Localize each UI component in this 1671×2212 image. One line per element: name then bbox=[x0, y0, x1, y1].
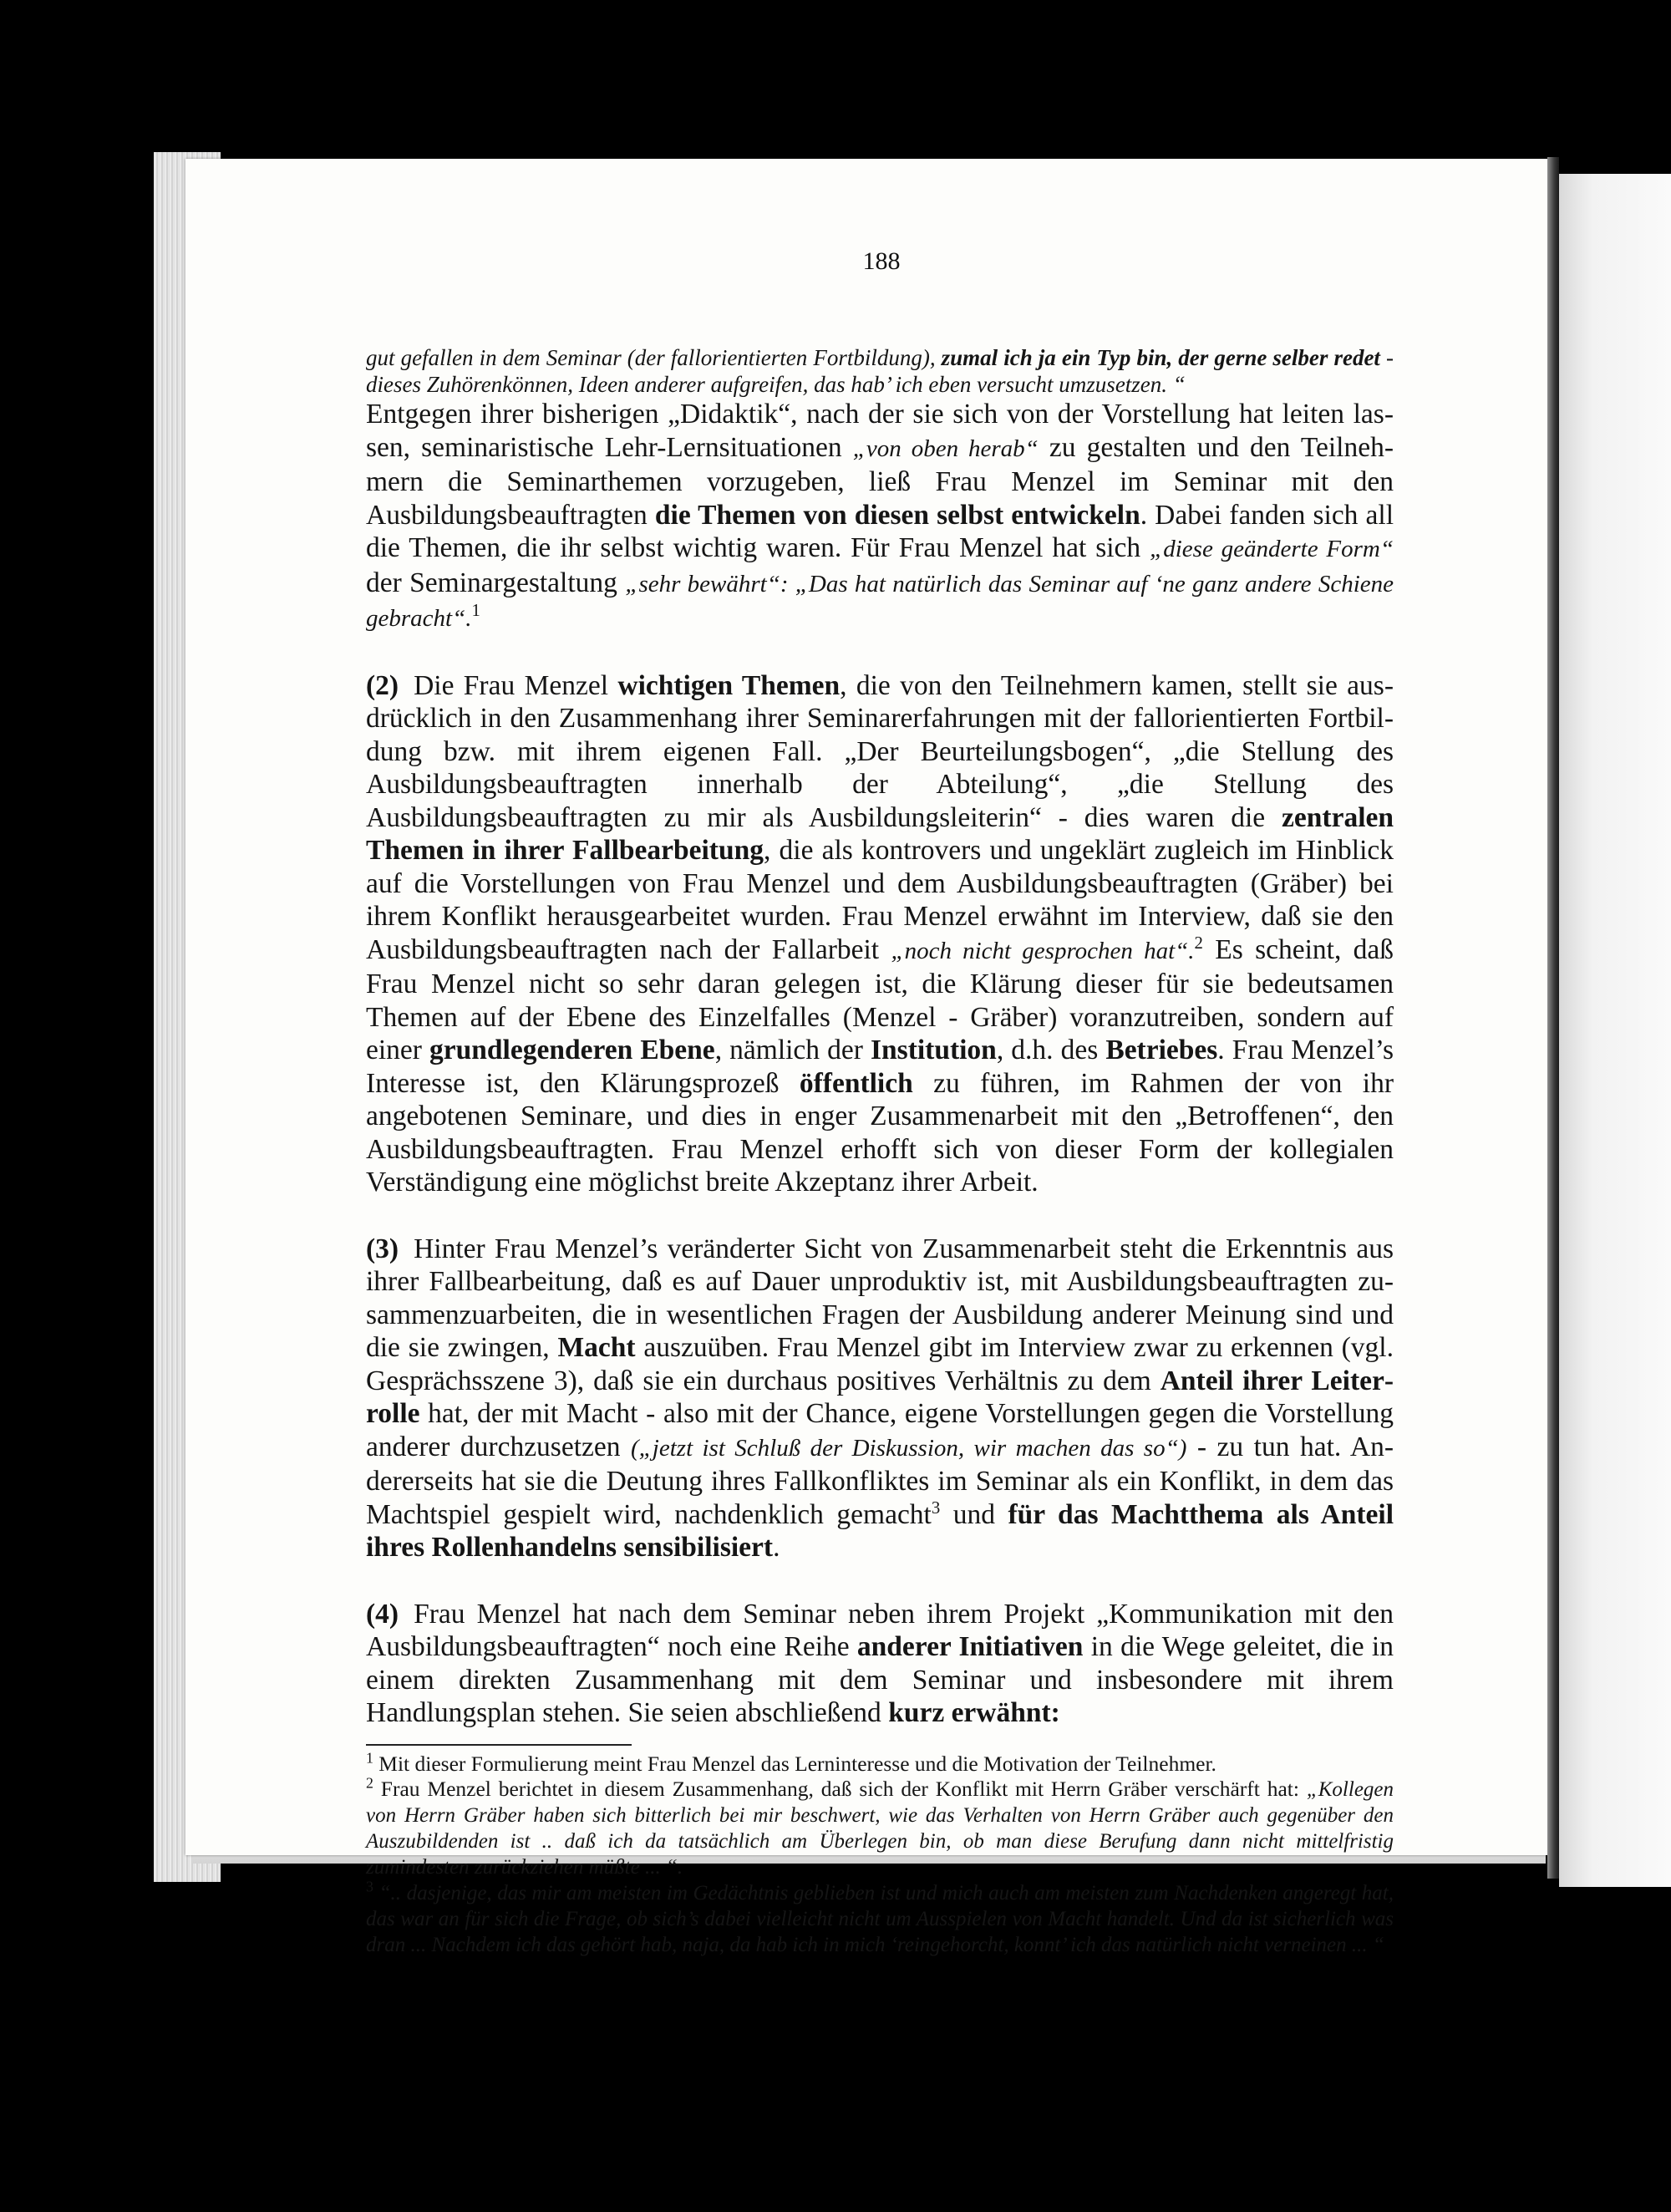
footnotes bbox=[366, 1749, 1394, 1958]
page-number: 188 bbox=[862, 247, 901, 275]
quote-continuation: gut gefallen in dem Seminar (der fallorientierten Fortbildung), zumal ich ja ein Typ bin, der gerne selber redet - dieses Zuhörenkönnen, Ideen anderer aufgreifen, das hab’ ich eben versucht umzusetzen. “ bbox=[366, 345, 1394, 397]
footnote-ref-3[interactable]: 3 bbox=[931, 1498, 941, 1518]
footnote-2: $^2$ Frau Menzel berichtet in diesem Zusammenhang, daß sich der Konflikt mit Herrn Gräber verschärft hat: „Kollegen von Herrn Gräber haben sich bitterlich bei mir beschwert, wie das Verhalten von Herrn Gräber auch gegenüber den Auszubildenden ist .. daß ich da tatsächlich am Überlegen bin, ob man diese Berufung dann nicht mittelfristig zumindesten zurückziehen müßte ... “. bbox=[366, 1774, 1394, 1879]
paragraph-number: (4) bbox=[366, 1598, 399, 1630]
footnote-separator bbox=[366, 1744, 632, 1746]
footnote-ref-2[interactable]: 2 bbox=[1194, 933, 1203, 953]
footnote-3: $^3$ “.. dasjenige, das mir am meisten im Gedächtnis geblieben ist und mich auch am meisten zum Nachdenken angeregt hat, das war an für sich die Frage, ob sich’s dabei vielleicht nicht um Ausspielen von Macht handelt. Und da ist sicherlich was dran ... Nachdem ich das gehört hab, naja, da hab ich in mich ‘reingehorcht, konnt’ ich das natürlich nicht verneinen ... “ bbox=[366, 1878, 1394, 1956]
paragraph-4: (4) Frau Menzel hat nach dem Seminar neben ihrem Projekt „Kommunikation mit den Ausbildungsbeauftragten“ noch eine Reihe anderer Initiativen in die Wege geleitet, die in einem direkten Zusammenhang mit dem Seminar und insbesondere mit ihrem Handlungsplan stehen. Sie seien abschließend kurz erwähnt: bbox=[366, 1598, 1394, 1728]
facing-page-edge bbox=[1559, 174, 1671, 1887]
paragraph-1: Entgegen ihrer bisherigen „Didaktik“, nach der sie sich von der Vorstellung hat leiten lassen, seminaristische Lehr-Lernsituationen „von oben herab“ zu gestalten und den Teilnehmern die Seminarthemen vorzugeben, ließ Frau Menzel im Seminar mit den Ausbildungsbeauftragten die Themen von diesen selbst entwickeln. Dabei fanden sich all die Themen, die ihr selbst wichtig waren. Für Frau Menzel hat sich „diese geänderte Form“ der Seminargestaltung „sehr bewährt“: „Das hat natürlich das Seminar auf ‘ne ganz andere Schiene gebracht“.$^1$ bbox=[366, 399, 1394, 632]
body-text bbox=[366, 344, 1394, 1730]
paragraph-2: (2) Die Frau Menzel wichtigen Themen, die von den Teilnehmern kamen, stellt sie ausdrücklich in den Zusammenhang ihrer Seminarerfahrungen mit der fallorientierten Fortbildung bzw. mit ihrem eigenen Fall. „Der Beurteilungsbogen“, „die Stellung des Ausbildungsbeauftragten innerhalb der Abteilung“, „die Stellung des Ausbildungsbeauftragten zu mir als Ausbildungsleiterin“ - dies waren die zentralen Themen in ihrer Fallbearbeitung, die als kontrovers und ungeklärt zugleich im Hinblick auf die Vorstellungen von Frau Menzel und dem Ausbildungsbeauftragten (Gräber) bei ihrem Konflikt herausgearbeitet wurden. Frau Menzel erwähnt im Interview, daß sie den Ausbildungsbeauftragten nach der Fallarbeit „noch nicht gesprochen hat“.$^2$ Es scheint, daß Frau Menzel nicht so sehr daran gelegen ist, die Klärung dieser für sie bedeutsamen Themen auf der Ebene des Einzelfalles (Menzel - Gräber) voranzutreiben, sondern auf einer grundlegenderen Ebene, nämlich der Institution, d.h. des Betriebes. Frau Menzel’s Interesse ist, den Klärungsprozeß öffentlich zu führen, im Rahmen der von ihr angebotenen Seminare, und dies in enger Zusammenarbeit mit den „Betroffenen“, den Ausbildungsbeauftragten. Frau Menzel erhofft sich von dieser Form der kollegialen Verständigung eine möglichst breite Akzeptanz ihrer Arbeit. bbox=[366, 669, 1394, 1198]
paragraph-number: (3) bbox=[366, 1233, 399, 1264]
paragraph-number: (2) bbox=[366, 669, 399, 701]
footnote-ref-1[interactable]: 1 bbox=[471, 600, 480, 620]
footnote-1: $^1$ Mit dieser Formulierung meint Frau Menzel das Lerninteresse und die Motivation der Teilnehmer. bbox=[366, 1749, 1216, 1776]
book-gutter bbox=[1547, 157, 1559, 1879]
paragraph-3: (3) Hinter Frau Menzel’s veränderter Sicht von Zusammenarbeit steht die Erkenntnis aus ihrer Fallbearbeitung, daß es auf Dauer unproduktiv ist, mit Ausbildungsbeauftragten zusammenzuarbeiten, die in wesentlichen Fragen der Ausbildung anderer Meinung sind und die sie zwingen, Macht auszuüben. Frau Menzel gibt im Interview zwar zu erkennen (vgl. Gesprächsszene 3), daß sie ein durchaus positives Verhältnis zu dem Anteil ihrer Leiterrolle hat, der mit Macht - also mit der Chance, eigene Vorstellungen gegen die Vorstellung anderer durchzusetzen („jetzt ist Schluß der Diskussion, wir machen das so“) - zu tun hat. Andererseits hat sie die Deutung ihres Fallkonfliktes im Seminar als ein Konflikt, in dem das Machtspiel gespielt wird, nachdenklich gemacht$^3$ und für das Machtthema als Anteil ihres Rollenhandelns sensibilisiert. bbox=[366, 1233, 1394, 1563]
